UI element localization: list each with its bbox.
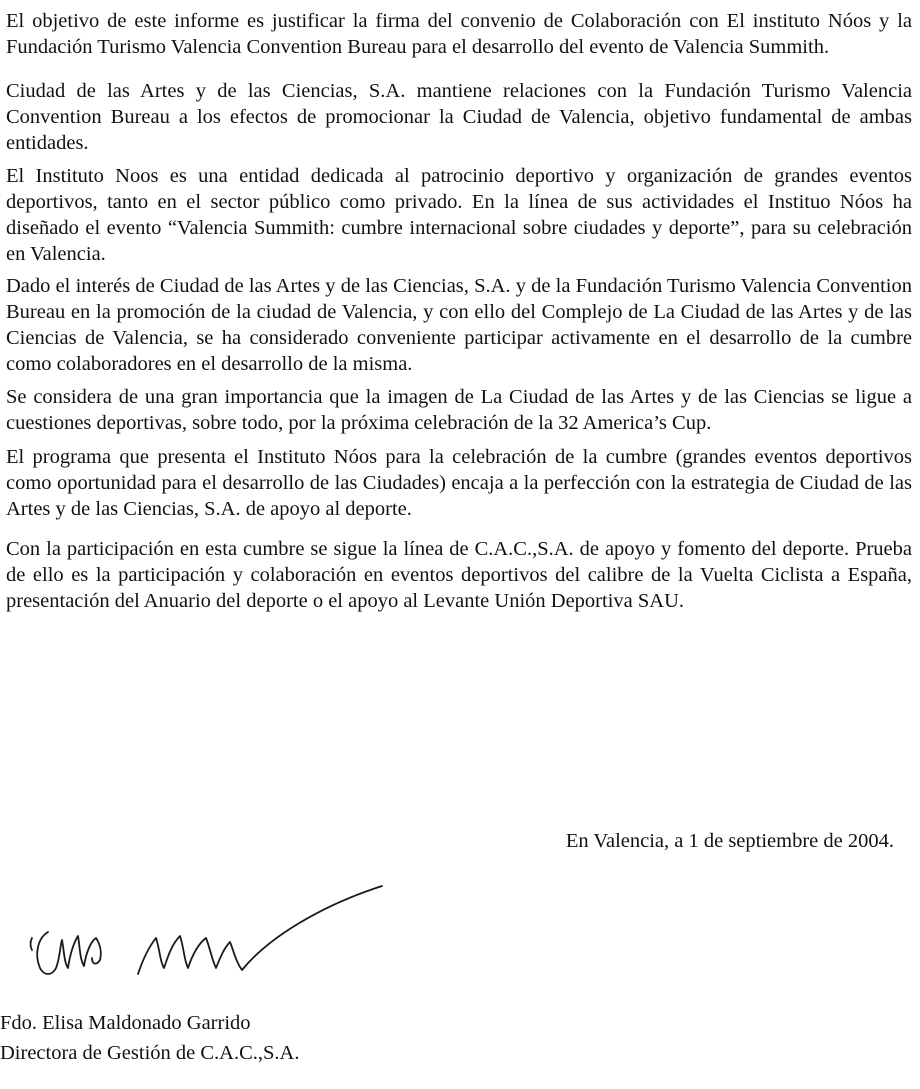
signer-role: Directora de Gestión de C.A.C.,S.A.: [0, 1042, 300, 1064]
signer-name: Fdo. Elisa Maldonado Garrido: [0, 1012, 251, 1034]
signature-stroke: [138, 886, 382, 974]
handwritten-signature: [20, 880, 400, 1000]
signature-stroke: [37, 932, 101, 974]
paragraph-program: El programa que presenta el Instituto Nóos para la celebración de la cumbre (grandes eventos deportivos como oportunidad para el desarrollo de las Ciudades) encaja a la perfección con la estrategia de Ciudad de las Artes y de las Ciencias, S.A. de apoyo al deporte.: [6, 446, 912, 520]
place-and-date: En Valencia, a 1 de septiembre de 2004.: [565, 830, 894, 852]
paragraph-importance: Se considera de una gran importancia que la imagen de La Ciudad de las Artes y de las Ciencias se ligue a cuestiones deportivas, sobre todo, por la próxima celebración de la 32 America’s Cup.: [6, 386, 912, 434]
paragraph-objective: El objetivo de este informe es justificar la firma del convenio de Colaboración con El instituto Nóos y la Fundación Turismo Valencia Convention Bureau para el desarrollo del evento de Valencia Summith.: [6, 10, 912, 58]
signature-stroke: [31, 938, 33, 950]
document-body: [6, 8, 912, 614]
paragraph-relations: Ciudad de las Artes y de las Ciencias, S.A. mantiene relaciones con la Fundación Turismo Valencia Convention Bureau a los efectos de promocionar la Ciudad de Valencia, objetivo fundamental de ambas entidades.: [6, 80, 912, 154]
paragraph-interest: Dado el interés de Ciudad de las Artes y de las Ciencias, S.A. y de la Fundación Turismo Valencia Convention Bureau en la promoción de la ciudad de Valencia, y con ello del Complejo de La Ciudad de las Artes y de las Ciencias de Valencia, se ha considerado conveniente participar activamente en el desarrollo de la cumbre como colaboradores en el desarrollo de la misma.: [6, 275, 912, 375]
paragraph-instituto-noos: El Instituto Noos es una entidad dedicada al patrocinio deportivo y organización de grandes eventos deportivos, tanto en el sector público como privado. En la línea de sus actividades el Instituo Nóos ha diseñado el evento “Valencia Summith: cumbre internacional sobre ciudades y deporte”, para su celebración en Valencia.: [6, 165, 912, 265]
paragraph-participation: Con la participación en esta cumbre se sigue la línea de C.A.C.,S.A. de apoyo y fomento del deporte. Prueba de ello es la participación y colaboración en eventos deportivos del calibre de la Vuelta Ciclista a España, presentación del Anuario del deporte o el apoyo al Levante Unión Deportiva SAU.: [6, 538, 912, 612]
